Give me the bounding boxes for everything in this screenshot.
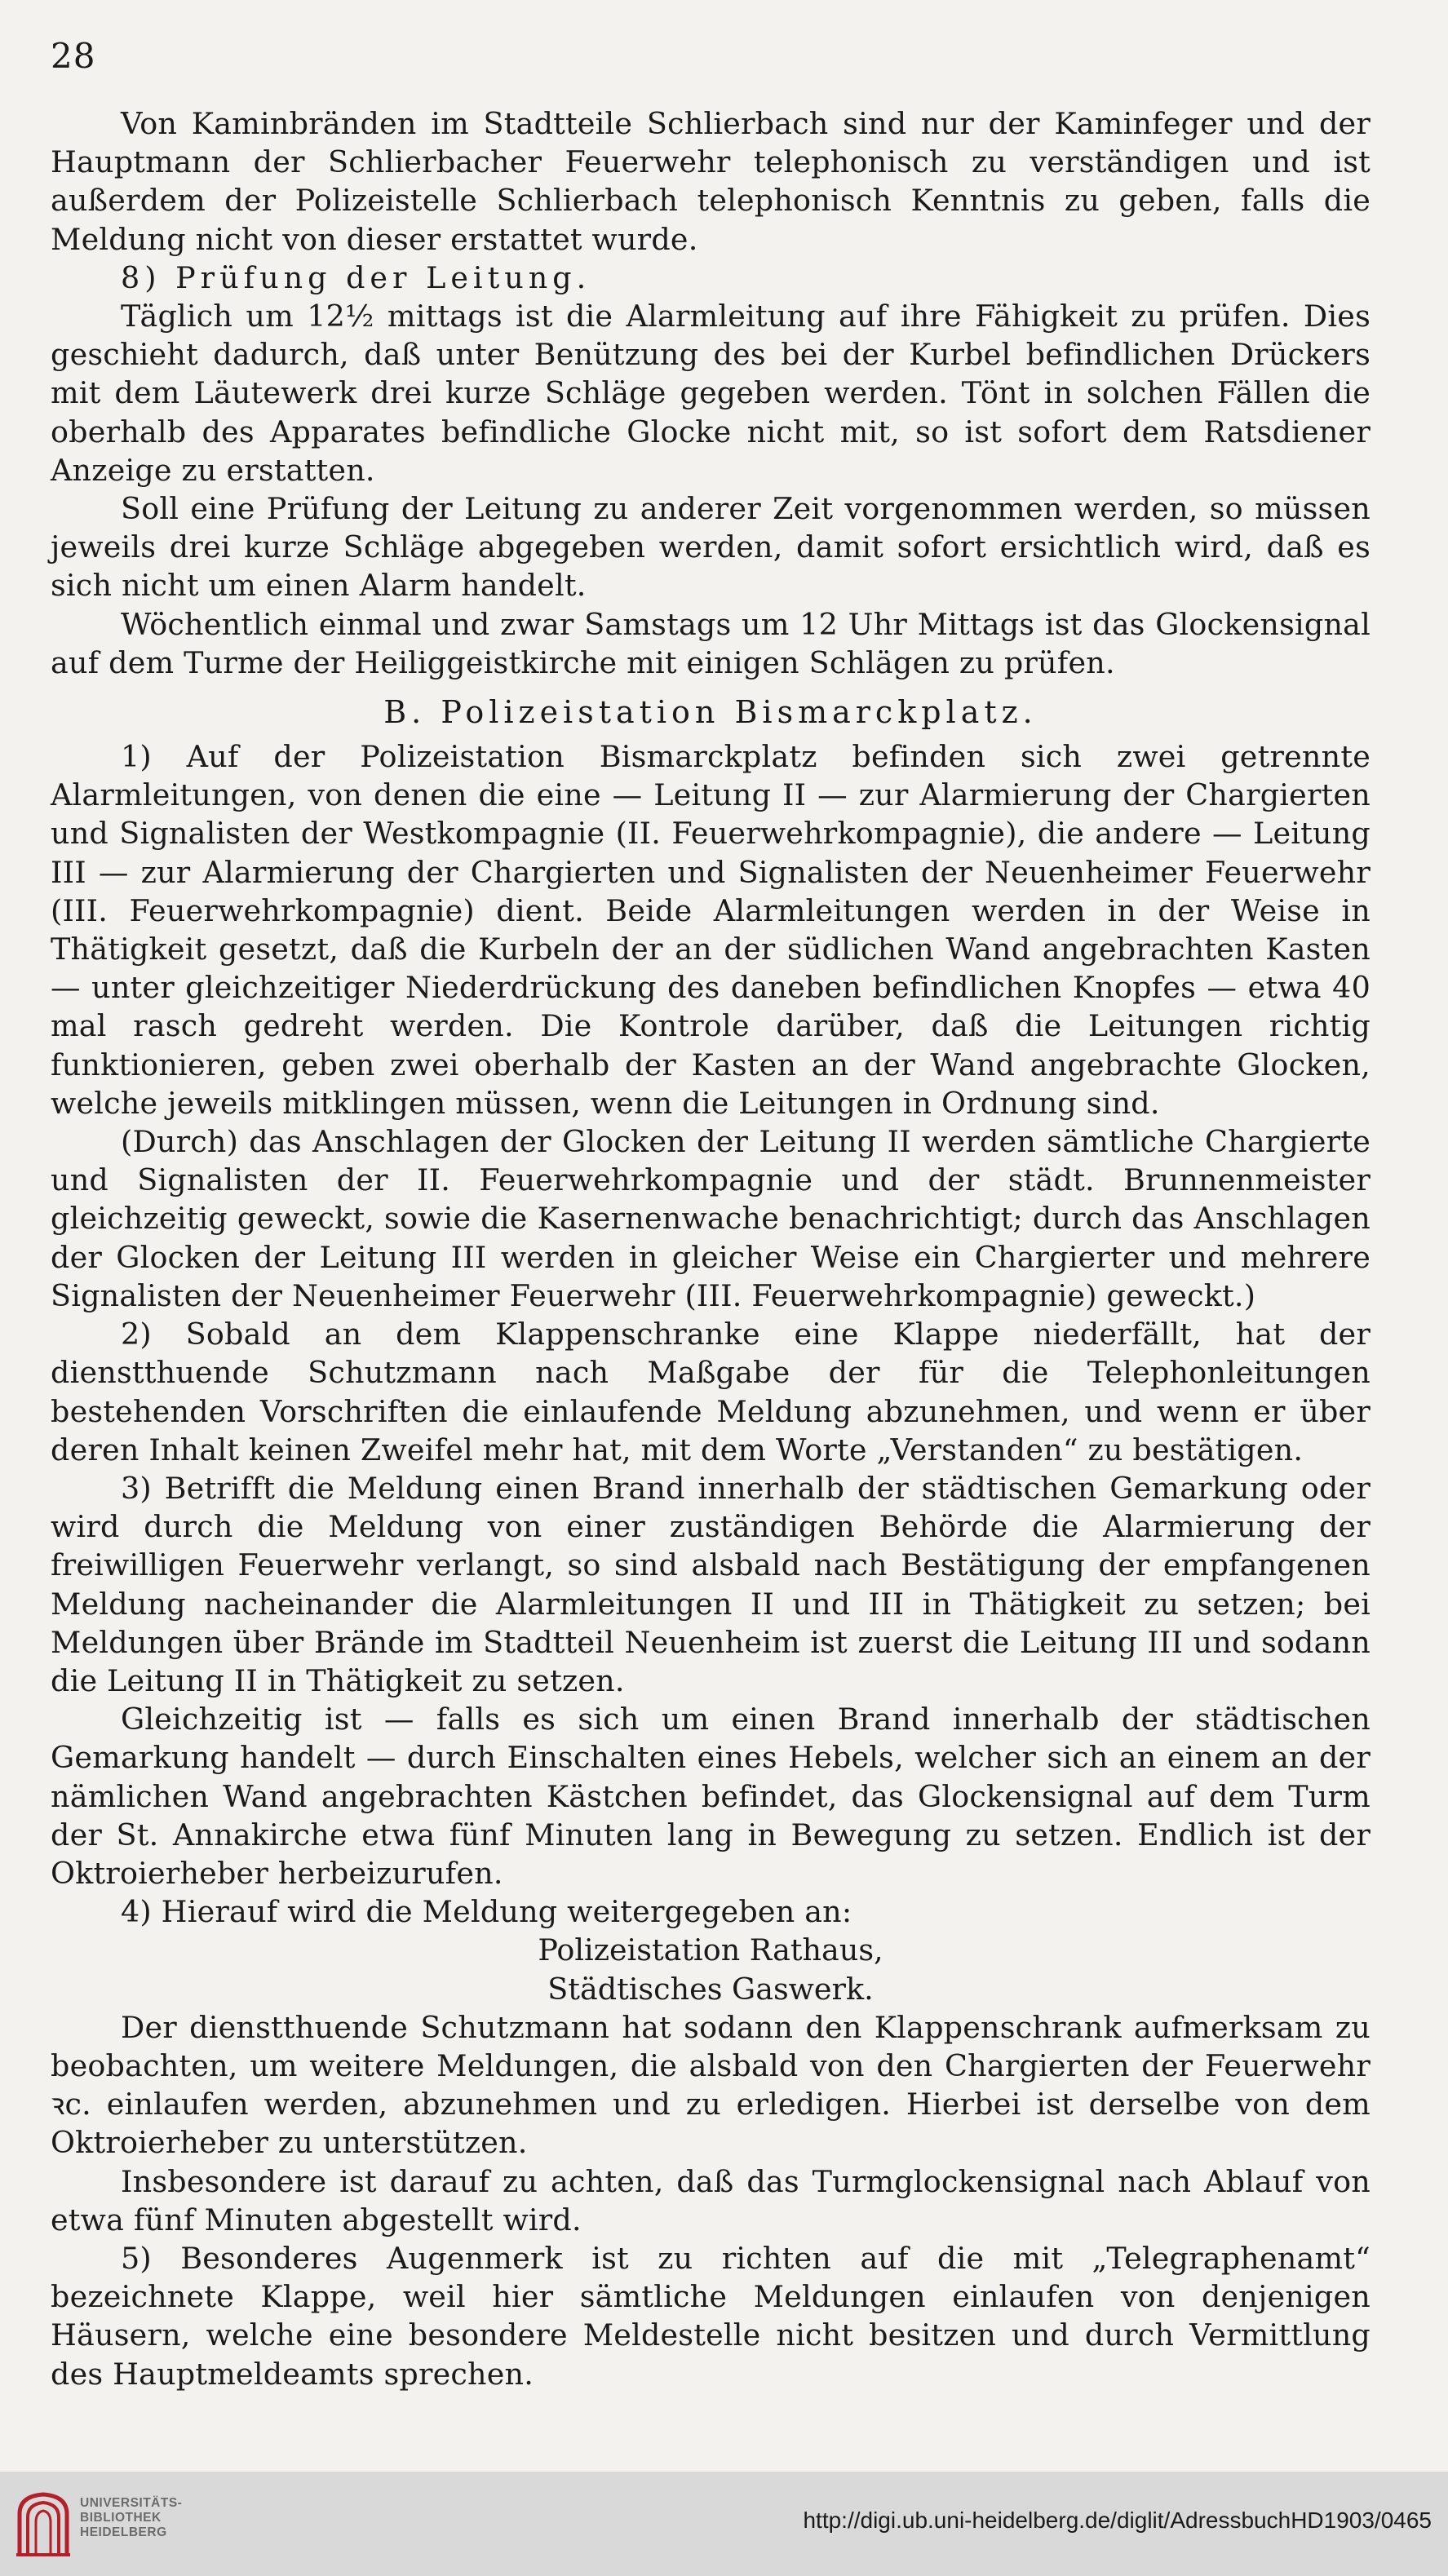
library-name-line: BIBLIOTHEK — [80, 2511, 162, 2525]
library-name — [80, 2496, 182, 2540]
source-url-link[interactable]: http://digi.ub.uni-heidelberg.de/diglit/AdressbuchHD1903/0465 — [803, 2507, 1432, 2533]
paragraph-schutzmann-beobachten: Der dienstthuende Schutzmann hat sodann den Klappenschrank aufmerksam zu beobachten, um weitere Meldungen, die alsbald von den Chargierten der Feuerwehr ꝛc. einlaufen werden, abzunehmen und zu erledigen. Hierbei ist derselbe von dem Oktroierheber zu unterstützen. — [51, 2009, 1371, 2161]
paragraph-kaminbraende: Von Kaminbränden im Stadtteile Schlierbach sind nur der Kaminfeger und der Hauptmann der Schlierbacher Feuerwehr telephonisch zu verständigen und ist außerdem der Polizeistelle Schlierbach telephonisch Kenntnis zu geben, falls die Meldung nicht von dieser erstattet wurde. — [51, 106, 1371, 257]
paragraph-telegraphenamt: 5) Besonderes Augenmerk ist zu richten auf die mit „Telegraphenamt“ bezeichnete Klappe, weil hier sämtliche Meldungen einlaufen von denjenigen Häusern, welche eine besondere Meldestelle nicht besitzen und durch Vermittlung des Hauptmeldeamts sprechen. — [51, 2240, 1371, 2392]
section-heading-bismarckplatz: B. Polizeistation Bismarckplatz. — [383, 694, 1038, 731]
paragraph-alarmleitungen: 1) Auf der Polizeistation Bismarckplatz befinden sich zwei getrennte Alarmleitungen, von denen die eine — Leitung II — zur Alarmierung der Chargierten und Signalisten der Westkompagnie (II. Feuerwehrkompagnie), die andere — Leitung III — zur Alarmierung der Chargierten und Signalisten der Neuenheimer Feuerwehr (III. Feuerwehrkompagnie) dient. Beide Alarmleitungen werden in der Weise in Thätigkeit gesetzt, daß die Kurbeln der an der südlichen Wand angebrachten Kasten — unter gleichzeitiger Niederdrückung des daneben befindlichen Knopfes — etwa 40 mal rasch gedreht werden. Die Kontrole darüber, daß die Leitungen richtig funktionieren, geben zwei oberhalb der Kasten an der Wand angebrachte Glocken, welche jeweils mitklingen müssen, wenn die Leitungen in Ordnung sind. — [51, 739, 1371, 1121]
subheading-pruefung-leitung: 8) Prüfung der Leitung. — [121, 259, 591, 295]
document-body — [51, 104, 1371, 2393]
paragraph-pruefung-andere-zeit: Soll eine Prüfung der Leitung zu anderer Zeit vorgenommen werden, so müssen jeweils drei kurze Schläge abgegeben werden, damit sofort ersichtlich wird, daß es sich nicht um einen Alarm handelt. — [51, 491, 1371, 604]
paragraph-meldung-weitergegeben: 4) Hierauf wird die Meldung weitergegeben an: — [121, 1894, 852, 1930]
recipient-rathaus: Polizeistation Rathaus, — [538, 1932, 883, 1968]
paragraph-klappenschrank: 2) Sobald an dem Klappenschranke eine Klappe niederfällt, hat der dienstthuende Schutzmann nach Maßgabe der für die Telephonleitungen bestehenden Vorschriften die einlaufende Meldung abzunehmen, und wenn er über deren Inhalt keinen Zweifel mehr hat, mit dem Worte „Verstanden“ zu bestätigen. — [51, 1317, 1371, 1467]
paragraph-anschlagen-glocken: (Durch) das Anschlagen der Glocken der Leitung II werden sämtliche Chargierte und Signalisten der II. Feuerwehrkompagnie und der städt. Brunnenmeister gleichzeitig geweckt, sowie die Kasernenwache benachrichtigt; durch das Anschlagen der Glocken der Leitung III werden in gleicher Weise ein Chargierter und mehrere Signalisten der Neuenheimer Feuerwehr (III. Feuerwehrkompagnie) geweckt.) — [51, 1124, 1371, 1313]
university-library-logo-icon — [15, 2490, 72, 2558]
paragraph-brand-gemarkung: 3) Betrifft die Meldung einen Brand innerhalb der städtischen Gemarkung oder wird durch die Meldung von einer zuständigen Behörde die Alarmierung der freiwilligen Feuerwehr verlangt, so sind alsbald nach Bestätigung der empfangenen Meldung nacheinander die Alarmleitungen II und III in Thätigkeit zu setzen; bei Meldungen über Brände im Stadtteil Neuenheim ist zuerst die Leitung III und sodann die Leitung II in Thätigkeit zu setzen. — [51, 1470, 1371, 1698]
paragraph-turmglockensignal: Insbesondere ist darauf zu achten, daß das Turmglockensignal nach Ablauf von etwa fünf Minuten abgestellt wird. — [51, 2163, 1371, 2237]
recipient-gaswerk: Städtisches Gaswerk. — [547, 1971, 874, 2007]
page-number: 28 — [51, 36, 96, 76]
paragraph-taegliche-pruefung: Täglich um 12½ mittags ist die Alarmleitung auf ihre Fähigkeit zu prüfen. Dies geschieht dadurch, daß unter Benützung des bei der Kurbel befindlichen Drückers mit dem Läutewerk drei kurze Schläge gegeben werden. Tönt in solchen Fällen die oberhalb des Apparates befindliche Glocke nicht mit, so ist sofort dem Ratsdiener Anzeige zu erstatten. — [51, 299, 1371, 488]
paragraph-glockensignal-annakirche: Gleichzeitig ist — falls es sich um einen Brand innerhalb der städtischen Gemarkung handelt — durch Einschalten eines Hebels, welcher sich an einem an der nämlichen Wand angebrachten Kästchen befindet, das Glockensignal auf dem Turm der St. Annakirche etwa fünf Minuten lang in Bewegung zu setzen. Endlich ist der Oktroierheber herbeizurufen. — [51, 1702, 1371, 1891]
library-name-line: HEIDELBERG — [80, 2525, 167, 2539]
footer-bar — [0, 2472, 1448, 2576]
paragraph-woechentliche-pruefung: Wöchentlich einmal und zwar Samstags um 12 Uhr Mittags ist das Glockensignal auf dem Turme der Heiliggeistkirche mit einigen Schlägen zu prüfen. — [51, 606, 1371, 680]
library-name-line: UNIVERSITÄTS- — [80, 2496, 183, 2510]
forward-recipients — [51, 1931, 1371, 2007]
